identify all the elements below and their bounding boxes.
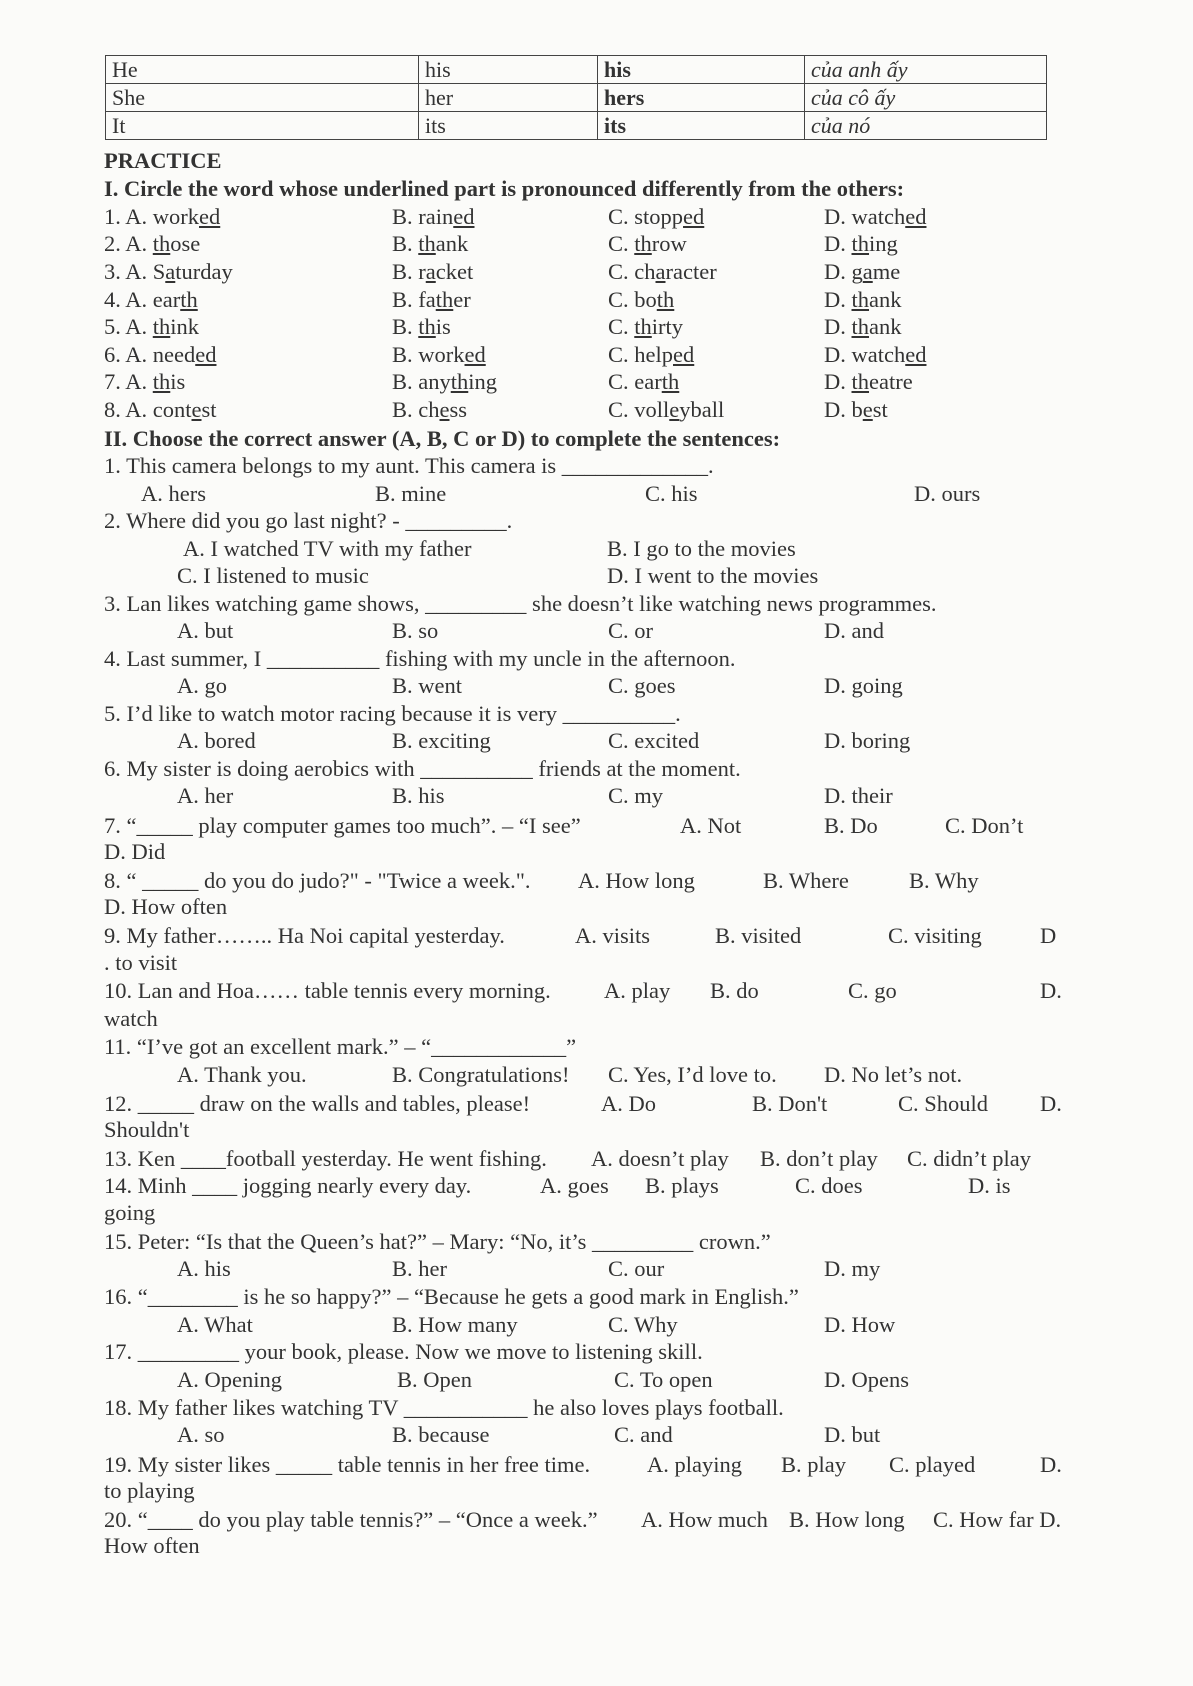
underlined-part: th bbox=[418, 231, 436, 256]
option: B. mine bbox=[375, 481, 447, 506]
option: A. hers bbox=[141, 481, 206, 506]
option: How often bbox=[104, 1533, 200, 1558]
choice-text: C. voll bbox=[608, 397, 670, 422]
underlined-part: th bbox=[152, 369, 171, 394]
option: C. didn’t play bbox=[907, 1146, 1031, 1171]
option: C. Yes, I’d love to. bbox=[608, 1062, 777, 1087]
choice-text: row bbox=[651, 231, 687, 256]
option: A. her bbox=[177, 783, 234, 808]
option: C. I listened to music bbox=[177, 563, 369, 588]
table-cell: her bbox=[419, 84, 598, 112]
choice-word bbox=[608, 258, 717, 285]
choice-text: ank bbox=[435, 231, 469, 256]
choice-text: C. ear bbox=[608, 369, 662, 394]
option: B. because bbox=[392, 1422, 490, 1447]
choice-word bbox=[824, 286, 902, 313]
choice-text: yball bbox=[679, 397, 725, 422]
question-7: 7. “_____ play computer games too much”. – “I see” bbox=[104, 813, 581, 838]
choice-text: ing bbox=[869, 231, 898, 256]
option: D. bbox=[1040, 1452, 1062, 1477]
underlined-part: a bbox=[862, 259, 873, 284]
underlined-part: a bbox=[165, 259, 176, 284]
choice-text: racter bbox=[665, 259, 717, 284]
option: . to visit bbox=[104, 950, 178, 975]
choice-word bbox=[608, 313, 683, 340]
option: D. Did bbox=[104, 839, 166, 864]
option: C. Why bbox=[608, 1312, 678, 1337]
question-16: 16. “________ is he so happy?” – “Because he gets a good mark in English.” bbox=[104, 1284, 799, 1309]
choice-text: B. r bbox=[392, 259, 426, 284]
underlined-part: ed bbox=[683, 204, 705, 229]
option: A. Not bbox=[680, 813, 742, 838]
option: A. go bbox=[177, 673, 227, 698]
section2-title: II. Choose the correct answer (A, B, C or D) to complete the sentences: bbox=[104, 426, 781, 451]
choice-text: er bbox=[453, 287, 471, 312]
choice-text: ss bbox=[449, 397, 468, 422]
underlined-part: th bbox=[450, 369, 469, 394]
choice-text: is bbox=[435, 314, 451, 339]
option: C. visiting bbox=[888, 923, 982, 948]
choice-text: C. help bbox=[608, 342, 673, 367]
underlined-part: th bbox=[851, 369, 870, 394]
option: B. her bbox=[392, 1256, 447, 1281]
underlined-part: th bbox=[851, 231, 870, 256]
choice-text: C. stopp bbox=[608, 204, 684, 229]
option: D. boring bbox=[824, 728, 911, 753]
choice-text: st bbox=[201, 397, 217, 422]
option: B. went bbox=[392, 673, 462, 698]
option: D. Opens bbox=[824, 1367, 909, 1392]
underlined-part: ed bbox=[673, 342, 695, 367]
choice-text: 6. A. need bbox=[104, 342, 196, 367]
option: D. going bbox=[824, 673, 903, 698]
choice-text: D. bbox=[824, 369, 852, 394]
option: A. Thank you. bbox=[177, 1062, 307, 1087]
choice-text: 4. A. ear bbox=[104, 287, 181, 312]
choice-word bbox=[824, 313, 902, 340]
choice-word bbox=[824, 203, 926, 230]
choice-text: 5. A. bbox=[104, 314, 153, 339]
option: B. Do bbox=[824, 813, 878, 838]
underlined-part: ed bbox=[905, 204, 927, 229]
question-1: 1. This camera belongs to my aunt. This camera is _____________. bbox=[104, 453, 714, 478]
underlined-part: ed bbox=[199, 204, 221, 229]
choice-text: eatre bbox=[869, 369, 913, 394]
option: B. Don't bbox=[752, 1091, 828, 1116]
option: D. my bbox=[824, 1256, 881, 1281]
underlined-part: e bbox=[439, 397, 450, 422]
underlined-part: th bbox=[851, 314, 870, 339]
choice-text: st bbox=[872, 397, 888, 422]
underlined-part: e bbox=[862, 397, 873, 422]
choice-text: B. bbox=[392, 314, 419, 339]
choice-word bbox=[104, 341, 216, 368]
underlined-part: ed bbox=[464, 342, 486, 367]
option: A. his bbox=[177, 1256, 231, 1281]
choice-word bbox=[392, 230, 468, 257]
underlined-part: th bbox=[152, 314, 171, 339]
choice-text: D. watch bbox=[824, 342, 906, 367]
question-3: 3. Lan likes watching game shows, _________ she doesn’t like watching news programmes. bbox=[104, 591, 937, 616]
pronoun-table bbox=[105, 55, 1047, 140]
option: C. Don’t bbox=[945, 813, 1024, 838]
option: B. his bbox=[392, 783, 445, 808]
underlined-part: th bbox=[656, 287, 675, 312]
option: B. Open bbox=[397, 1367, 472, 1392]
question-2: 2. Where did you go last night? - _________. bbox=[104, 508, 513, 533]
underlined-part: ed bbox=[453, 204, 475, 229]
question-10: 10. Lan and Hoa…… table tennis every morning. bbox=[104, 978, 551, 1003]
table-cell: He bbox=[106, 56, 419, 84]
table-row bbox=[106, 56, 1047, 84]
option: A. goes bbox=[540, 1173, 609, 1198]
table-row bbox=[106, 112, 1047, 140]
choice-text: C. bbox=[608, 314, 635, 339]
choice-text: D. watch bbox=[824, 204, 906, 229]
option: A. bored bbox=[177, 728, 256, 753]
option: A. What bbox=[177, 1312, 253, 1337]
underlined-part: th bbox=[634, 314, 652, 339]
choice-word bbox=[608, 230, 687, 257]
option: A. doesn’t play bbox=[591, 1146, 729, 1171]
option: D. No let’s not. bbox=[824, 1062, 963, 1087]
underlined-part: th bbox=[435, 287, 454, 312]
option: A. Opening bbox=[177, 1367, 282, 1392]
underlined-part: e bbox=[669, 397, 680, 422]
choice-word bbox=[104, 313, 199, 340]
option: B. don’t play bbox=[760, 1146, 878, 1171]
option: C. or bbox=[608, 618, 653, 643]
practice-title: PRACTICE bbox=[104, 148, 222, 173]
choice-word bbox=[608, 368, 679, 395]
choice-text: ank bbox=[869, 314, 902, 339]
choice-word bbox=[104, 230, 200, 257]
choice-word bbox=[392, 341, 486, 368]
table-cell: its bbox=[598, 112, 805, 140]
choice-text: ing bbox=[468, 369, 498, 394]
choice-text: 7. A. bbox=[104, 369, 153, 394]
underlined-part: th bbox=[418, 314, 436, 339]
choice-text: me bbox=[872, 259, 901, 284]
choice-word bbox=[392, 258, 473, 285]
option: B. I go to the movies bbox=[607, 536, 796, 561]
table-cell: its bbox=[419, 112, 598, 140]
choice-text: D. bbox=[824, 231, 852, 256]
underlined-part: a bbox=[655, 259, 666, 284]
choice-text: B. bbox=[392, 231, 419, 256]
question-5: 5. I’d like to watch motor racing because it is very __________. bbox=[104, 701, 681, 726]
option: B. Where bbox=[763, 868, 849, 893]
option: C. does bbox=[795, 1173, 863, 1198]
underlined-part: th bbox=[661, 369, 680, 394]
choice-text: cket bbox=[435, 259, 474, 284]
option: B. Why bbox=[909, 868, 979, 893]
option: A. visits bbox=[575, 923, 651, 948]
choice-word bbox=[104, 203, 220, 230]
option: D. How bbox=[824, 1312, 896, 1337]
choice-word bbox=[104, 368, 185, 395]
option: C. goes bbox=[608, 673, 676, 698]
choice-text: D. g bbox=[824, 259, 863, 284]
choice-text: C. bo bbox=[608, 287, 657, 312]
option: D. bbox=[1040, 1091, 1062, 1116]
option: C. To open bbox=[614, 1367, 713, 1392]
option: A. How much bbox=[641, 1507, 768, 1532]
underlined-part: th bbox=[152, 231, 171, 256]
choice-text: B. work bbox=[392, 342, 465, 367]
option: to playing bbox=[104, 1478, 195, 1503]
option: B. so bbox=[392, 618, 439, 643]
table-cell: It bbox=[106, 112, 419, 140]
choice-text: irty bbox=[651, 314, 684, 339]
underlined-part: e bbox=[191, 397, 202, 422]
table-cell: his bbox=[598, 56, 805, 84]
question-8: 8. “ _____ do you do judo?" - "Twice a week.". bbox=[104, 868, 531, 893]
question-6: 6. My sister is doing aerobics with __________ friends at the moment. bbox=[104, 756, 741, 781]
choice-word bbox=[392, 396, 467, 423]
question-18: 18. My father likes watching TV ___________ he also loves plays football. bbox=[104, 1395, 784, 1420]
option: C. excited bbox=[608, 728, 700, 753]
choice-word bbox=[824, 258, 900, 285]
choice-text: B. ch bbox=[392, 397, 440, 422]
option: B. How long bbox=[789, 1507, 905, 1532]
question-20: 20. “____ do you play table tennis?” – “Once a week.” bbox=[104, 1507, 598, 1532]
choice-text: D. bbox=[824, 287, 852, 312]
choice-text: 8. A. cont bbox=[104, 397, 192, 422]
option: D. ours bbox=[914, 481, 981, 506]
choice-text: B. fa bbox=[392, 287, 436, 312]
option: B. visited bbox=[715, 923, 802, 948]
choice-word bbox=[104, 286, 198, 313]
choice-word bbox=[824, 368, 913, 395]
option: C. and bbox=[614, 1422, 673, 1447]
option: B. plays bbox=[645, 1173, 719, 1198]
underlined-part: a bbox=[425, 259, 436, 284]
choice-word bbox=[824, 341, 926, 368]
option: A. play bbox=[604, 978, 671, 1003]
option: D. is bbox=[968, 1173, 1011, 1198]
choice-word bbox=[392, 203, 475, 230]
table-cell: của anh ấy bbox=[805, 56, 1047, 84]
section1-title: I. Circle the word whose underlined part is pronounced differently from the others: bbox=[104, 176, 905, 201]
choice-text: B. rain bbox=[392, 204, 454, 229]
choice-text: C. ch bbox=[608, 259, 656, 284]
choice-word bbox=[824, 396, 888, 423]
question-11: 11. “I’ve got an excellent mark.” – “____________” bbox=[104, 1034, 577, 1059]
option: B. play bbox=[781, 1452, 846, 1477]
underlined-part: ed bbox=[905, 342, 927, 367]
choice-text: C. bbox=[608, 231, 635, 256]
option: A. I watched TV with my father bbox=[183, 536, 472, 561]
question-13: 13. Ken ____football yesterday. He went fishing. bbox=[104, 1146, 547, 1171]
choice-word bbox=[608, 203, 704, 230]
option: A. but bbox=[177, 618, 234, 643]
choice-word bbox=[608, 341, 694, 368]
choice-text: ank bbox=[869, 287, 902, 312]
option: C. his bbox=[645, 481, 698, 506]
option: A. so bbox=[177, 1422, 225, 1447]
question-12: 12. _____ draw on the walls and tables, please! bbox=[104, 1091, 531, 1116]
underlined-part: th bbox=[180, 287, 198, 312]
option: B. Congratulations! bbox=[392, 1062, 570, 1087]
option: D. and bbox=[824, 618, 884, 643]
table-cell: She bbox=[106, 84, 419, 112]
choice-text: 3. A. S bbox=[104, 259, 166, 284]
choice-word bbox=[608, 286, 674, 313]
choice-text: D. bbox=[824, 314, 852, 339]
choice-text: turday bbox=[175, 259, 233, 284]
option: D. their bbox=[824, 783, 893, 808]
question-9: 9. My father…….. Ha Noi capital yesterday. bbox=[104, 923, 505, 948]
choice-word bbox=[392, 313, 451, 340]
choice-text: 1. A. work bbox=[104, 204, 199, 229]
question-15: 15. Peter: “Is that the Queen’s hat?” – Mary: “No, it’s _________ crown.” bbox=[104, 1229, 771, 1254]
choice-text: B. any bbox=[392, 369, 451, 394]
option: C. How far D. bbox=[933, 1507, 1062, 1532]
choice-word bbox=[608, 396, 724, 423]
option: B. How many bbox=[392, 1312, 518, 1337]
option: B. do bbox=[710, 978, 759, 1003]
question-19: 19. My sister likes _____ table tennis in her free time. bbox=[104, 1452, 591, 1477]
table-cell: his bbox=[419, 56, 598, 84]
underlined-part: th bbox=[851, 287, 870, 312]
option: D bbox=[1040, 923, 1057, 948]
option: C. my bbox=[608, 783, 664, 808]
table-cell: của nó bbox=[805, 112, 1047, 140]
option: D. I went to the movies bbox=[607, 563, 819, 588]
option: going bbox=[104, 1200, 156, 1225]
question-17: 17. _________ your book, please. Now we move to listening skill. bbox=[104, 1339, 703, 1364]
table-cell: của cô ấy bbox=[805, 84, 1047, 112]
underlined-part: th bbox=[634, 231, 652, 256]
choice-text: is bbox=[170, 369, 186, 394]
option: Shouldn't bbox=[104, 1117, 190, 1142]
option: D. How often bbox=[104, 894, 228, 919]
choice-word bbox=[104, 396, 217, 423]
choice-word bbox=[392, 368, 497, 395]
option: D. bbox=[1040, 978, 1062, 1003]
choice-text: ose bbox=[170, 231, 201, 256]
underlined-part: ed bbox=[195, 342, 217, 367]
option: D. but bbox=[824, 1422, 881, 1447]
option: watch bbox=[104, 1006, 158, 1031]
table-cell: hers bbox=[598, 84, 805, 112]
choice-text: 2. A. bbox=[104, 231, 153, 256]
option: A. Do bbox=[601, 1091, 656, 1116]
option: A. How long bbox=[578, 868, 695, 893]
option: C. played bbox=[889, 1452, 976, 1477]
option: C. Should bbox=[898, 1091, 989, 1116]
choice-text: ink bbox=[170, 314, 200, 339]
table-row bbox=[106, 84, 1047, 112]
question-4: 4. Last summer, I __________ fishing with my uncle in the afternoon. bbox=[104, 646, 736, 671]
choice-word bbox=[392, 286, 471, 313]
choice-text: D. b bbox=[824, 397, 863, 422]
option: C. go bbox=[848, 978, 897, 1003]
choice-word bbox=[104, 258, 233, 285]
option: C. our bbox=[608, 1256, 665, 1281]
question-14: 14. Minh ____ jogging nearly every day. bbox=[104, 1173, 472, 1198]
option: A. playing bbox=[647, 1452, 742, 1477]
option: B. exciting bbox=[392, 728, 491, 753]
choice-word bbox=[824, 230, 898, 257]
